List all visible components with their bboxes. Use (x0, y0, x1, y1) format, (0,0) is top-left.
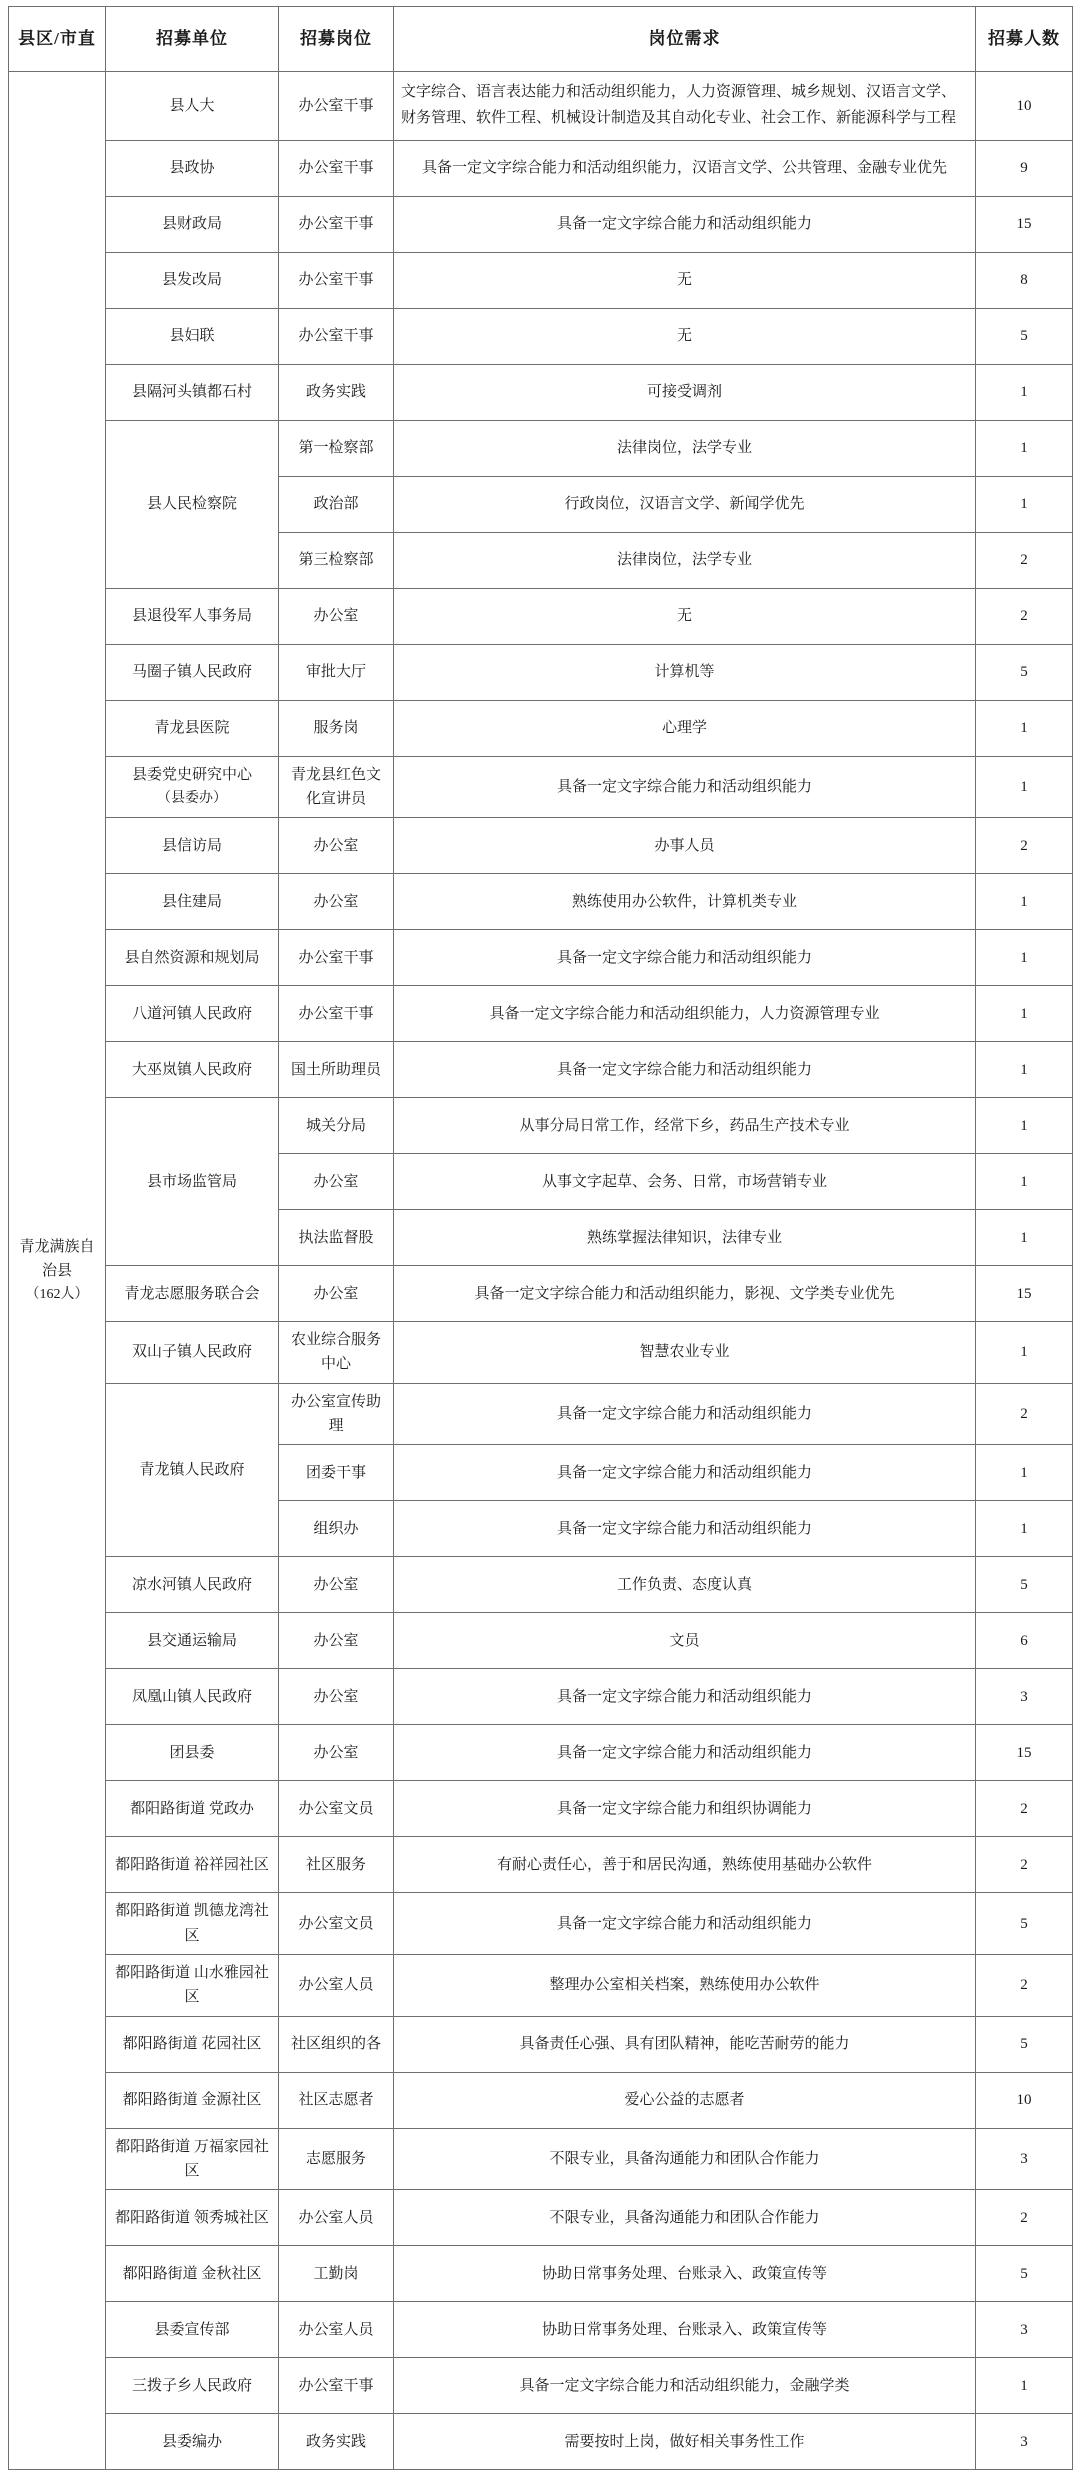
count-cell: 1 (976, 1098, 1073, 1154)
unit-cell: 县委编办 (106, 2414, 279, 2470)
count-cell: 5 (976, 644, 1073, 700)
requirement-cell: 具备一定文字综合能力和活动组织能力 (394, 1445, 976, 1501)
count-cell: 5 (976, 1557, 1073, 1613)
requirement-cell: 无 (394, 252, 976, 308)
count-cell: 1 (976, 364, 1073, 420)
requirement-cell: 具备一定文字综合能力和活动组织能力 (394, 930, 976, 986)
table-header (9, 7, 1073, 72)
post-cell: 办公室文员 (279, 1893, 394, 1955)
unit-cell: 都阳路街道 裕祥园社区 (106, 1837, 279, 1893)
unit-cell: 县自然资源和规划局 (106, 930, 279, 986)
table-row (9, 2358, 1073, 2414)
count-cell: 2 (976, 1837, 1073, 1893)
count-cell: 1 (976, 700, 1073, 756)
requirement-cell: 具备一定文字综合能力和活动组织能力 (394, 1042, 976, 1098)
table-row (9, 1781, 1073, 1837)
count-cell: 1 (976, 986, 1073, 1042)
table-row (9, 818, 1073, 874)
table-row (9, 1893, 1073, 1955)
requirement-cell: 文字综合、语言表达能力和活动组织能力，人力资源管理、城乡规划、汉语言文学、财务管理、软件工程、机械设计制造及其自动化专业、社会工作、新能源科学与工程 (394, 72, 976, 141)
post-cell: 办公室干事 (279, 308, 394, 364)
requirement-cell: 计算机等 (394, 644, 976, 700)
requirement-cell: 法律岗位，法学专业 (394, 420, 976, 476)
post-cell: 政务实践 (279, 2414, 394, 2470)
unit-cell: 青龙镇人民政府 (106, 1383, 279, 1557)
post-cell: 农业综合服务中心 (279, 1322, 394, 1384)
count-cell: 1 (976, 476, 1073, 532)
unit-cell: 八道河镇人民政府 (106, 986, 279, 1042)
count-cell: 1 (976, 1210, 1073, 1266)
unit-cell: 县隔河头镇都石村 (106, 364, 279, 420)
table-row (9, 2190, 1073, 2246)
unit-cell-subtitle: （县委办） (157, 790, 227, 806)
count-cell: 10 (976, 2072, 1073, 2128)
post-cell: 办公室人员 (279, 2190, 394, 2246)
post-cell: 办公室人员 (279, 2302, 394, 2358)
post-cell: 社区志愿者 (279, 2072, 394, 2128)
table-row (9, 72, 1073, 141)
table-row (9, 2128, 1073, 2190)
unit-cell: 县委党史研究中心 （县委办） (106, 756, 279, 818)
count-cell: 2 (976, 1954, 1073, 2016)
count-cell: 2 (976, 532, 1073, 588)
requirement-cell: 办事人员 (394, 818, 976, 874)
requirement-cell: 具备一定文字综合能力和活动组织能力 (394, 1669, 976, 1725)
table-row (9, 2302, 1073, 2358)
post-cell: 审批大厅 (279, 644, 394, 700)
unit-cell: 县人大 (106, 72, 279, 141)
region-group-subtitle: （162人） (25, 1286, 89, 1302)
count-cell: 2 (976, 818, 1073, 874)
table-row (9, 874, 1073, 930)
unit-cell: 大巫岚镇人民政府 (106, 1042, 279, 1098)
requirement-cell: 具备一定文字综合能力和活动组织能力，汉语言文学、公共管理、金融专业优先 (394, 140, 976, 196)
unit-cell: 马圈子镇人民政府 (106, 644, 279, 700)
requirement-cell: 从事文字起草、会务、日常，市场营销专业 (394, 1154, 976, 1210)
table-row (9, 1266, 1073, 1322)
requirement-cell: 具备一定文字综合能力和组织协调能力 (394, 1781, 976, 1837)
unit-cell: 青龙县医院 (106, 700, 279, 756)
requirement-cell: 协助日常事务处理、台账录入、政策宣传等 (394, 2302, 976, 2358)
requirement-cell: 具备一定文字综合能力和活动组织能力，影视、文学类专业优先 (394, 1266, 976, 1322)
requirement-cell: 心理学 (394, 700, 976, 756)
post-cell: 社区组织的各 (279, 2016, 394, 2072)
unit-cell: 县发改局 (106, 252, 279, 308)
post-cell: 工勤岗 (279, 2246, 394, 2302)
requirement-cell: 爱心公益的志愿者 (394, 2072, 976, 2128)
post-cell: 第三检察部 (279, 532, 394, 588)
count-cell: 2 (976, 1383, 1073, 1445)
count-cell: 1 (976, 420, 1073, 476)
unit-cell: 都阳路街道 金源社区 (106, 2072, 279, 2128)
count-cell: 8 (976, 252, 1073, 308)
table-body (9, 72, 1073, 2470)
table-row (9, 2072, 1073, 2128)
requirement-cell: 具备一定文字综合能力和活动组织能力 (394, 196, 976, 252)
post-cell: 组织办 (279, 1501, 394, 1557)
unit-cell: 县政协 (106, 140, 279, 196)
recruitment-table (8, 6, 1073, 2470)
count-cell: 5 (976, 2246, 1073, 2302)
post-cell: 志愿服务 (279, 2128, 394, 2190)
requirement-cell: 具备一定文字综合能力和活动组织能力，金融学类 (394, 2358, 976, 2414)
requirement-cell: 具备一定文字综合能力和活动组织能力 (394, 1893, 976, 1955)
unit-cell: 都阳路街道 领秀城社区 (106, 2190, 279, 2246)
header-requirement: 岗位需求 (394, 7, 976, 72)
post-cell: 办公室干事 (279, 140, 394, 196)
post-cell: 办公室干事 (279, 930, 394, 986)
requirement-cell: 从事分局日常工作，经常下乡，药品生产技术专业 (394, 1098, 976, 1154)
count-cell: 2 (976, 1781, 1073, 1837)
unit-cell: 凉水河镇人民政府 (106, 1557, 279, 1613)
table-row (9, 1042, 1073, 1098)
requirement-cell: 可接受调剂 (394, 364, 976, 420)
post-cell: 办公室干事 (279, 986, 394, 1042)
requirement-cell: 工作负责、态度认真 (394, 1557, 976, 1613)
post-cell: 办公室 (279, 588, 394, 644)
header-post: 招募岗位 (279, 7, 394, 72)
table-row (9, 644, 1073, 700)
post-cell: 办公室宣传助理 (279, 1383, 394, 1445)
unit-cell: 县妇联 (106, 308, 279, 364)
unit-cell: 县人民检察院 (106, 420, 279, 588)
requirement-cell: 文员 (394, 1613, 976, 1669)
requirement-cell: 行政岗位，汉语言文学、新闻学优先 (394, 476, 976, 532)
unit-cell: 都阳路街道 党政办 (106, 1781, 279, 1837)
requirement-cell: 需要按时上岗，做好相关事务性工作 (394, 2414, 976, 2470)
requirement-cell: 有耐心责任心，善于和居民沟通，熟练使用基础办公软件 (394, 1837, 976, 1893)
region-group-cell (9, 72, 106, 2470)
unit-cell: 三拨子乡人民政府 (106, 2358, 279, 2414)
post-cell: 办公室干事 (279, 196, 394, 252)
requirement-cell: 具备一定文字综合能力和活动组织能力，人力资源管理专业 (394, 986, 976, 1042)
post-cell: 办公室干事 (279, 2358, 394, 2414)
post-cell: 办公室 (279, 818, 394, 874)
count-cell: 10 (976, 72, 1073, 141)
header-count: 招募人数 (976, 7, 1073, 72)
table-row (9, 196, 1073, 252)
table-row (9, 930, 1073, 986)
post-cell: 第一检察部 (279, 420, 394, 476)
requirement-cell: 无 (394, 588, 976, 644)
post-cell: 青龙县红色文化宣讲员 (279, 756, 394, 818)
requirement-cell: 协助日常事务处理、台账录入、政策宣传等 (394, 2246, 976, 2302)
count-cell: 15 (976, 196, 1073, 252)
unit-cell: 县退役军人事务局 (106, 588, 279, 644)
count-cell: 1 (976, 756, 1073, 818)
count-cell: 1 (976, 930, 1073, 986)
unit-cell: 都阳路街道 万福家园社区 (106, 2128, 279, 2190)
requirement-cell: 具备责任心强、具有团队精神，能吃苦耐劳的能力 (394, 2016, 976, 2072)
table-row (9, 1383, 1073, 1445)
count-cell: 5 (976, 1893, 1073, 1955)
count-cell: 1 (976, 1154, 1073, 1210)
count-cell: 1 (976, 874, 1073, 930)
unit-cell: 都阳路街道 山水雅园社区 (106, 1954, 279, 2016)
post-cell: 社区服务 (279, 1837, 394, 1893)
unit-cell: 团县委 (106, 1725, 279, 1781)
table-row (9, 252, 1073, 308)
table-row (9, 140, 1073, 196)
count-cell: 1 (976, 1445, 1073, 1501)
unit-cell: 凤凰山镇人民政府 (106, 1669, 279, 1725)
post-cell: 办公室文员 (279, 1781, 394, 1837)
table-row (9, 2246, 1073, 2302)
count-cell: 3 (976, 2414, 1073, 2470)
unit-cell: 青龙志愿服务联合会 (106, 1266, 279, 1322)
post-cell: 办公室干事 (279, 252, 394, 308)
unit-cell: 县财政局 (106, 196, 279, 252)
table-row (9, 1098, 1073, 1154)
table-row (9, 364, 1073, 420)
post-cell: 办公室干事 (279, 72, 394, 141)
table-row (9, 1954, 1073, 2016)
post-cell: 办公室人员 (279, 1954, 394, 2016)
unit-cell: 县委宣传部 (106, 2302, 279, 2358)
post-cell: 国土所助理员 (279, 1042, 394, 1098)
unit-cell: 都阳路街道 金秋社区 (106, 2246, 279, 2302)
table-row (9, 1725, 1073, 1781)
requirement-cell: 法律岗位，法学专业 (394, 532, 976, 588)
post-cell: 办公室 (279, 1557, 394, 1613)
requirement-cell: 具备一定文字综合能力和活动组织能力 (394, 1501, 976, 1557)
requirement-cell: 不限专业，具备沟通能力和团队合作能力 (394, 2128, 976, 2190)
unit-cell: 县市场监管局 (106, 1098, 279, 1266)
count-cell: 2 (976, 2190, 1073, 2246)
table-row (9, 1613, 1073, 1669)
unit-cell: 县信访局 (106, 818, 279, 874)
table-row (9, 2016, 1073, 2072)
region-group-name: 青龙满族自治县 (19, 1238, 95, 1280)
requirement-cell: 具备一定文字综合能力和活动组织能力 (394, 1725, 976, 1781)
requirement-cell: 具备一定文字综合能力和活动组织能力 (394, 1383, 976, 1445)
post-cell: 团委干事 (279, 1445, 394, 1501)
count-cell: 15 (976, 1266, 1073, 1322)
header-unit: 招募单位 (106, 7, 279, 72)
count-cell: 5 (976, 2016, 1073, 2072)
table-row (9, 2414, 1073, 2470)
post-cell: 政务实践 (279, 364, 394, 420)
header-region: 县区/市直 (9, 7, 106, 72)
unit-cell: 县交通运输局 (106, 1613, 279, 1669)
count-cell: 1 (976, 1501, 1073, 1557)
count-cell: 6 (976, 1613, 1073, 1669)
requirement-cell: 无 (394, 308, 976, 364)
unit-cell: 双山子镇人民政府 (106, 1322, 279, 1384)
unit-cell: 都阳路街道 凯德龙湾社区 (106, 1893, 279, 1955)
requirement-cell: 熟练掌握法律知识，法律专业 (394, 1210, 976, 1266)
table-row (9, 986, 1073, 1042)
count-cell: 5 (976, 308, 1073, 364)
post-cell: 服务岗 (279, 700, 394, 756)
count-cell: 1 (976, 1322, 1073, 1384)
count-cell: 2 (976, 588, 1073, 644)
table-row (9, 1669, 1073, 1725)
table-row (9, 700, 1073, 756)
count-cell: 9 (976, 140, 1073, 196)
table-row (9, 588, 1073, 644)
table-row (9, 308, 1073, 364)
post-cell: 办公室 (279, 1613, 394, 1669)
post-cell: 办公室 (279, 1669, 394, 1725)
requirement-cell: 熟练使用办公软件，计算机类专业 (394, 874, 976, 930)
post-cell: 办公室 (279, 1154, 394, 1210)
table-row (9, 1322, 1073, 1384)
count-cell: 1 (976, 2358, 1073, 2414)
header-row (9, 7, 1073, 72)
table-row (9, 420, 1073, 476)
count-cell: 1 (976, 1042, 1073, 1098)
table-row (9, 756, 1073, 818)
post-cell: 办公室 (279, 1266, 394, 1322)
table-row (9, 1837, 1073, 1893)
count-cell: 3 (976, 2302, 1073, 2358)
requirement-cell: 具备一定文字综合能力和活动组织能力 (394, 756, 976, 818)
requirement-cell: 不限专业，具备沟通能力和团队合作能力 (394, 2190, 976, 2246)
unit-cell: 都阳路街道 花园社区 (106, 2016, 279, 2072)
post-cell: 办公室 (279, 874, 394, 930)
requirement-cell: 智慧农业专业 (394, 1322, 976, 1384)
post-cell: 办公室 (279, 1725, 394, 1781)
post-cell: 执法监督股 (279, 1210, 394, 1266)
count-cell: 3 (976, 1669, 1073, 1725)
requirement-cell: 整理办公室相关档案，熟练使用办公软件 (394, 1954, 976, 2016)
count-cell: 15 (976, 1725, 1073, 1781)
count-cell: 3 (976, 2128, 1073, 2190)
post-cell: 城关分局 (279, 1098, 394, 1154)
table-row (9, 1557, 1073, 1613)
unit-cell: 县住建局 (106, 874, 279, 930)
post-cell: 政治部 (279, 476, 394, 532)
